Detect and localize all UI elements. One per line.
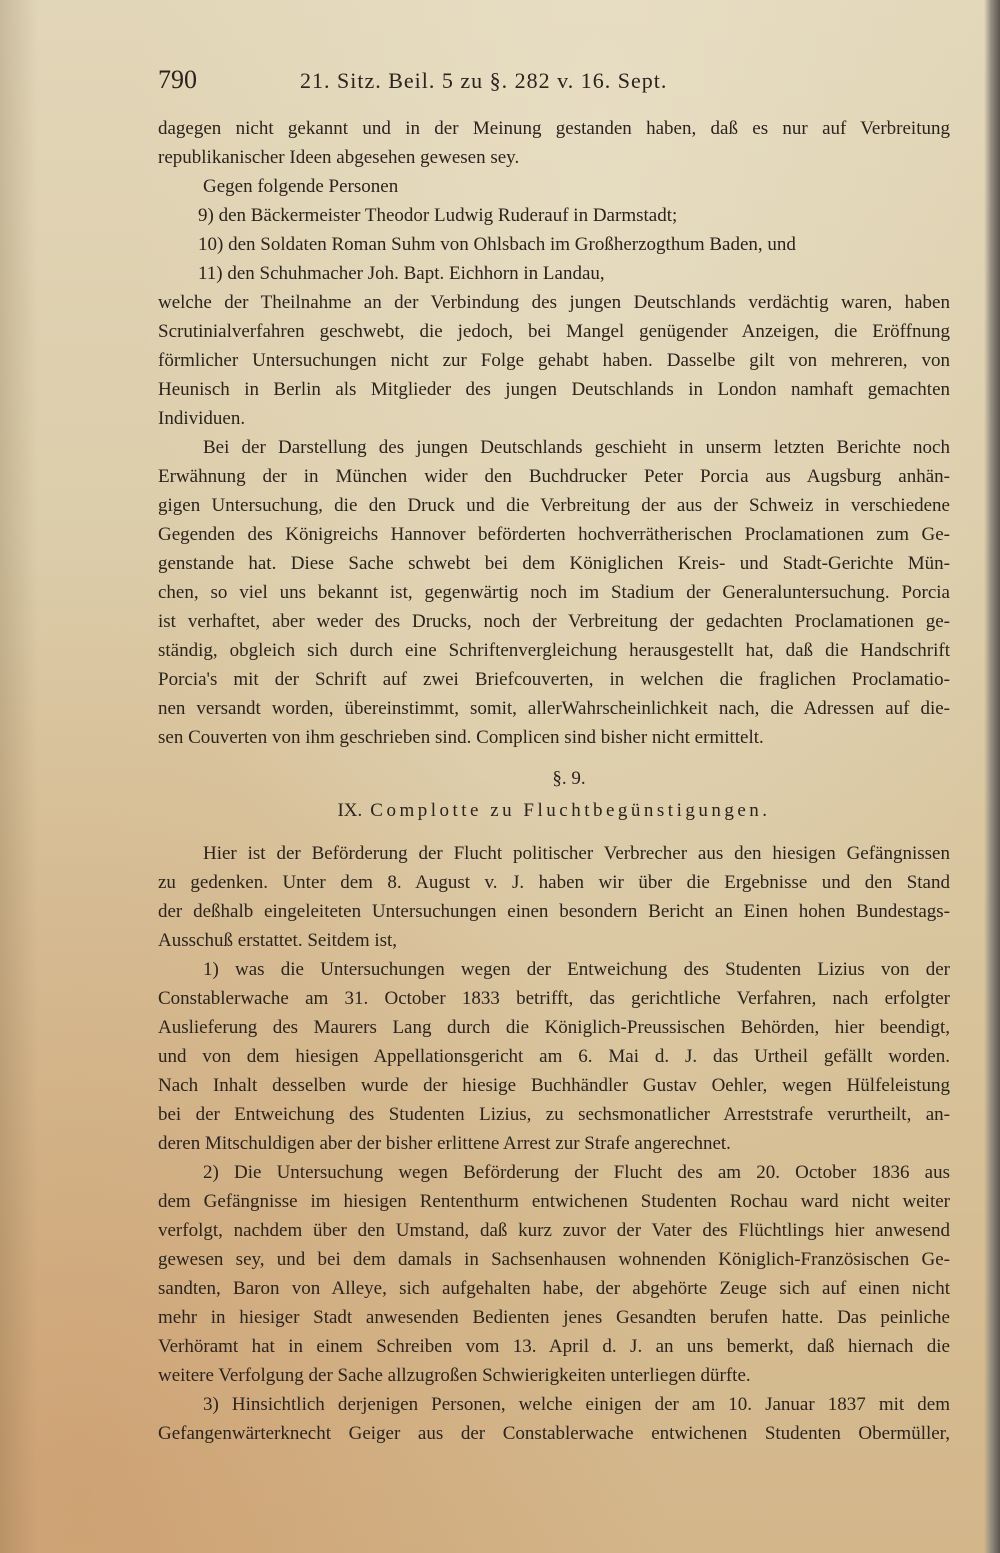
text-line: Nach Inhalt desselben wurde der hiesige Buchhändler Gustav Oehler, wegen Hülfeleistung — [158, 1075, 950, 1096]
text-line: Heunisch in Berlin als Mitglieder des jungen Deutschlands in London namhaft gemachten — [158, 379, 950, 400]
text-line: 9) den Bäckermeister Theodor Ludwig Ruderauf in Darmstadt; — [198, 205, 678, 226]
text-line: gewesen sey, und bei dem damals in Sachsenhausen wohnenden Königlich-Französischen Ge- — [158, 1249, 950, 1270]
text-line: Gefangenwärterknecht Geiger aus der Constablerwache entwichenen Studenten Obermüller, — [158, 1423, 950, 1444]
list-item-9 — [158, 201, 950, 230]
text-line: ständig, obgleich sich durch eine Schriftenvergleichung herausgestellt hat, daß die Handschrift — [158, 640, 950, 661]
list-item-2 — [158, 1158, 950, 1390]
text-line: der deßhalb eingeleiteten Untersuchungen einen besondern Bericht an Einen hohen Bundestags- — [158, 901, 950, 922]
page-header — [158, 64, 950, 96]
text-line: zu gedenken. Unter dem 8. August v. J. haben wir über die Ergebnisse und den Stand — [158, 872, 950, 893]
text-line: Individuen. — [158, 408, 246, 429]
paragraph-intro — [158, 839, 950, 955]
text-line: 2) Die Untersuchung wegen Beförderung der Flucht des am 20. October 1836 aus — [203, 1162, 950, 1183]
list-item-10 — [158, 230, 950, 259]
running-head: 21. Sitz. Beil. 5 zu §. 282 v. 16. Sept. — [300, 68, 668, 93]
text-line: ist verhaftet, aber weder des Drucks, noch der Verbreitung der gedachten Proclamationen ge- — [158, 611, 950, 632]
section-title: Complotte zu Fluchtbegünstigungen. — [370, 800, 771, 821]
text-line: Verhöramt hat in einem Schreiben vom 13. April d. J. an uns bemerkt, daß hiernach die — [158, 1336, 950, 1357]
text-line: Ausschuß erstattet. Seitdem ist, — [158, 930, 398, 951]
text-line: Gegen folgende Personen — [203, 176, 399, 197]
list-item-3 — [158, 1390, 950, 1448]
text-line: weitere Verfolgung der Sache allzugroßen Schwierigkeiten unterliegen dürfte. — [158, 1365, 751, 1386]
page-edge-shadow — [984, 0, 1000, 1553]
paragraph-carryover — [158, 114, 950, 172]
text-line: chen, so viel uns bekannt ist, gegenwärtig noch im Stadium der Generaluntersuchung. Porcia — [158, 582, 950, 603]
text-line: welche der Theilnahme an der Verbindung des jungen Deutschlands verdächtig waren, haben — [158, 292, 950, 313]
text-line: Gegenden des Königreichs Hannover beförderten hochverrätherischen Proclamationen zum Ge- — [158, 524, 950, 545]
text-line: bei der Entweichung des Studenten Lizius, zu sechsmonatlicher Arreststrafe verurtheilt, an- — [158, 1104, 950, 1125]
text-line: 3) Hinsichtlich derjenigen Personen, welche einigen der am 10. Januar 1837 mit dem — [203, 1394, 950, 1415]
text-line: genstande hat. Diese Sache schwebt bei dem Königlichen Kreis- und Stadt-Gerichte Mün- — [158, 553, 950, 574]
text-line: Constablerwache am 31. October 1833 betrifft, das gerichtliche Verfahren, nach erfolgter — [158, 988, 950, 1009]
text-line: Erwähnung der in München wider den Buchdrucker Peter Porcia aus Augsburg anhän- — [158, 466, 950, 487]
text-line: nen versandt worden, übereinstimmt, somit, allerWahrscheinlichkeit nach, die Adressen auf die- — [158, 698, 950, 719]
text-line: Porcia's mit der Schrift auf zwei Briefcouverten, in welchen die fraglichen Proclamatio- — [158, 669, 950, 690]
text-line: 10) den Soldaten Roman Suhm von Ohlsbach im Großherzogthum Baden, und — [198, 234, 796, 255]
page-number: 790 — [158, 65, 197, 94]
text-line: Bei der Darstellung des jungen Deutschlands geschieht in unserm letzten Berichte noch — [203, 437, 950, 458]
text-line: dem Gefängnisse im hiesigen Rententhurm entwichenen Studenten Rochau ward nicht weiter — [158, 1191, 950, 1212]
page-body — [158, 114, 950, 1448]
text-line: sen Couverten von ihm geschrieben sind. Complicen sind bisher nicht ermittelt. — [158, 727, 764, 748]
section-number: §. 9. — [552, 768, 586, 789]
section-content — [158, 839, 950, 1448]
text-line: verfolgt, nachdem über den Umstand, daß kurz zuvor der Vater des Flüchtlings hier anwesend — [158, 1220, 950, 1241]
paragraph-porcia — [158, 433, 950, 752]
paragraph-persons-intro — [158, 172, 950, 201]
text-line: 1) was die Untersuchungen wegen der Entweichung des Studenten Lizius von der — [203, 959, 950, 980]
text-line: Scrutinialverfahren geschwebt, die jedoch, bei Mangel genügender Anzeigen, die Eröffnung — [158, 321, 950, 342]
text-line: sandten, Baron von Alleye, sich aufgehalten habe, der abgehörte Zeuge sich auf einen nicht — [158, 1278, 950, 1299]
text-line: Auslieferung des Maurers Lang durch die Königlich-Preussischen Behörden, hier beendigt, — [158, 1017, 950, 1038]
text-line: mehr in hiesiger Stadt anwesenden Bedienten jenes Gesandten berufen hatte. Das peinliche — [158, 1307, 950, 1328]
text-line: 11) den Schuhmacher Joh. Bapt. Eichhorn in Landau, — [198, 263, 605, 284]
list-item-11 — [158, 259, 950, 288]
text-line: Hier ist der Beförderung der Flucht politischer Verbrecher aus den hiesigen Gefängnissen — [203, 843, 950, 864]
text-line: republikanischer Ideen abgesehen gewesen sey. — [158, 147, 520, 168]
text-line: dagegen nicht gekannt und in der Meinung gestanden haben, daß es nur auf Verbreitung — [158, 118, 950, 139]
text-line: deren Mitschuldigen aber der bisher erlittene Arrest zur Strafe angerechnet. — [158, 1133, 731, 1154]
section-heading — [158, 796, 950, 825]
list-item-1 — [158, 955, 950, 1158]
text-line: gigen Untersuchung, die den Druck und die Verbreitung der aus der Schweiz in verschiedene — [158, 495, 950, 516]
text-line: und von dem hiesigen Appellationsgericht am 6. Mai d. J. das Urtheil gefällt worden. — [158, 1046, 950, 1067]
section-numeral: IX. — [337, 800, 363, 821]
paragraph-persons-continuation — [158, 288, 950, 433]
text-line: förmlicher Untersuchungen nicht zur Folge gehabt haben. Dasselbe gilt von mehreren, von — [158, 350, 950, 371]
